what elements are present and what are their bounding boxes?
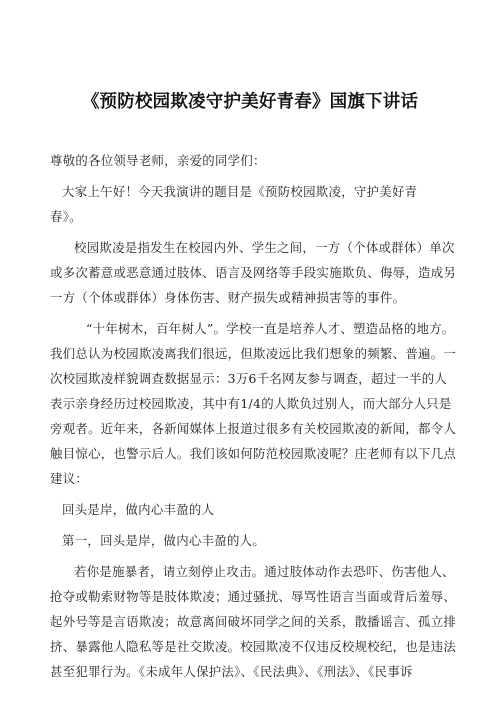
bully-advice-paragraph [50,559,460,684]
text-line: 回头是岸，做内心丰盈的人 [62,502,215,517]
text-line: 大家上午好！今天我演讲的题目是《预防校园欺凌，守护美好青 [62,184,418,199]
text-line: 次校园欺凌样貌调查数据显示：3万6千名网友参与调查，超过一半的人 [50,371,448,386]
document-title: 《预防校园欺凌守护美好青春》国旗下讲话 [81,92,419,112]
text-line: “十年树木，百年树人”。学校一直是培养人才、塑造品格的地方。 [86,321,455,336]
text-line: 抢夺或勒索财物等是肢体欺凌；通过骚扰、辱骂性语言当面或背后羞辱、 [50,589,457,604]
salutation-paragraph [50,148,460,173]
speech-body [50,148,460,684]
text-line: 若你是施暴者，请立刻停止攻击。通过肢体动作去恐吓、伤害他人、 [74,564,455,579]
text-line: 触目惊心，也警示后人。我们该如何防范校园欺凌呢？庄老师有以下几点 [50,446,457,461]
text-line: 春》。 [50,209,82,224]
text-line: 尊敬的各位领导老师，亲爱的同学们： [50,153,266,168]
text-line: 一方（个体或群体）身体伤害、财产损失或精神损害等的事件。 [50,290,406,305]
text-line: 旁观者。近年来，各新闻媒体上报道过很多有关校园欺凌的新闻，都令人 [50,421,457,436]
text-line: 挤、暴露他人隐私等是社交欺凌。校园欺凌不仅违反校规校纪，也是违法 [50,639,457,654]
text-line: 建议： [50,471,89,486]
first-point-paragraph [50,528,460,553]
text-line: 表示亲身经历过校园欺凌，其中有1/4的人欺负过别人，而大部分人只是 [50,396,452,411]
greeting-paragraph [50,179,460,229]
survey-paragraph [50,316,460,491]
text-line: 或多次蓄意或恶意通过肢体、语言及网络等手段实施欺负、侮辱，造成另 [50,265,457,280]
text-line: 甚至犯罪行为。《未成年人保护法》、《民法典》、《刑法》、《民事诉 [50,664,413,679]
text-line: 起外号等是言语欺凌；故意离间破坏同学之间的关系，散播谣言、孤立排 [50,614,457,629]
section-heading [50,497,460,522]
text-line: 我们总认为校园欺凌离我们很远，但欺凌远比我们想象的频繁、普遍。一 [50,346,457,361]
text-line: 校园欺凌是指发生在校园内外、学生之间，一方（个体或群体）单次 [74,240,455,255]
definition-paragraph [50,235,460,310]
text-line: 第一，回头是岸，做内心丰盈的人。 [62,533,266,548]
